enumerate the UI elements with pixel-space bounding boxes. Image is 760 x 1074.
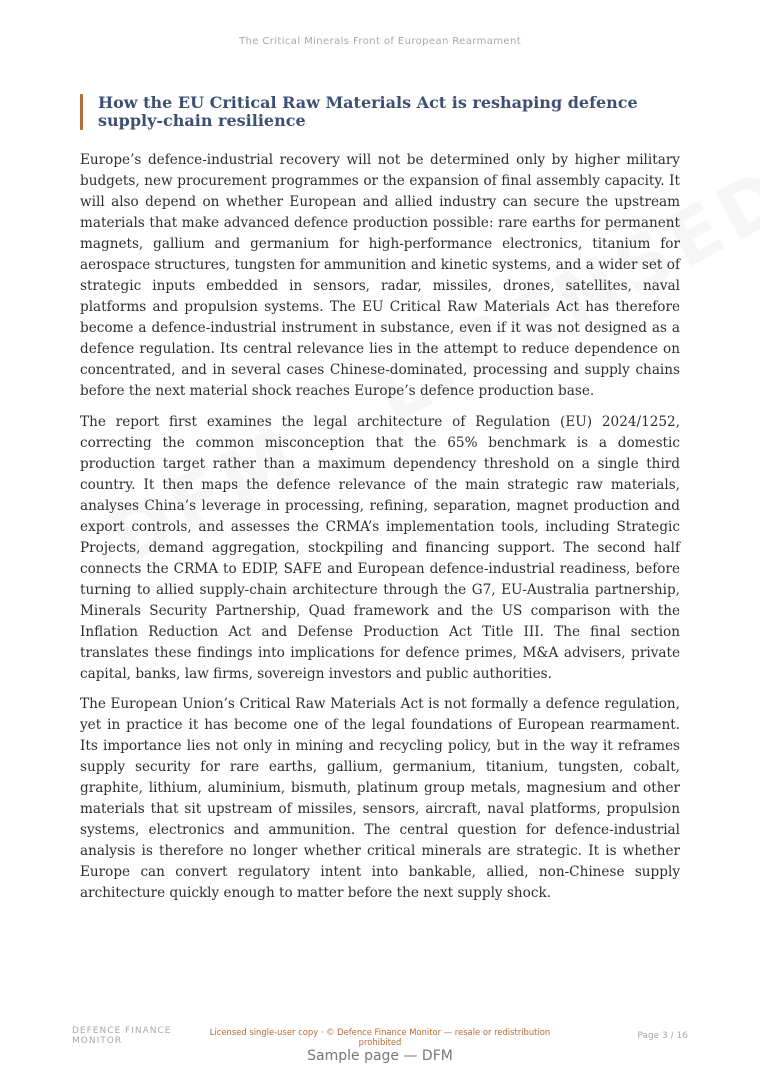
footer-brand-line: DEFENCE FINANCE [72,1026,172,1036]
paragraph: Europe’s defence-industrial recovery will not be determined only by higher military budgets, new procurement programmes or the expansion of final assembly capacity. It will also depend on whether European and allied industry can secure the upstream materials that make advanced defence production possible: rare earths for permanent magnets, gallium and germanium for high-performance electronics, titanium for aerospace structures, tungsten for ammunition and kinetic systems, and a wider set of strategic inputs embedded in sensors, radar, missiles, drones, satellites, naval platforms and propulsion systems. The EU Critical Raw Materials Act has therefore become a defence-industrial instrument in substance, even if it was not designed as a defence regulation. Its central relevance lies in the attempt to reduce dependence on concentrated, and in several cases Chinese-dominated, processing and supply chains before the next material shock reaches Europe’s defence production base. [80,152,680,399]
section-heading: How the EU Critical Raw Materials Act is reshaping defence supply-chain resilience [80,94,680,130]
page-number: Page 3 / 16 [637,1031,688,1041]
running-header-title: The Critical Minerals Front of European Rearmament [238,36,522,47]
sample-page-label: Sample page — DFM [307,1048,453,1064]
footer-brand-line: MONITOR [72,1036,123,1046]
license-notice: Licensed single-user copy · © Defence Finance Monitor — resale or redistribution prohibited [209,1027,551,1047]
footer-brand [72,1026,192,1046]
paragraph: The European Union’s Critical Raw Materials Act is not formally a defence regulation, yet in practice it has become one of the legal foundations of European rearmament. Its importance lies not only in mining and recycling policy, but in the way it reframes supply security for rare earths, gallium, germanium, titanium, tungsten, cobalt, graphite, lithium, aluminium, bismuth, platinum group metals, magnesium and other materials that sit upstream of missiles, sensors, aircraft, naval platforms, propulsion systems, electronics and ammunition. The central question for defence-industrial analysis is therefore no longer whether critical minerals are strategic. It is whether Europe can convert regulatory intent into bankable, allied, non-Chinese supply architecture quickly enough to matter before the next supply shock. [80,696,680,901]
paragraph: The report first examines the legal architecture of Regulation (EU) 2024/1252, correcting the common misconception that the 65% benchmark is a domestic production target rather than a maximum dependency threshold on a single third country. It then maps the defence relevance of the main strategic raw materials, analyses China’s leverage in processing, refining, separation, magnet production and export controls, and assesses the CRMA’s implementation tools, including Strategic Projects, demand aggregation, stockpiling and financing support. The second half connects the CRMA to EDIP, SAFE and European defence-industrial readiness, before turning to allied supply-chain architecture through the G7, EU-Australia partnership, Minerals Security Partnership, Quad framework and the US comparison with the Inflation Reduction Act and Defense Production Act Title III. The final section translates these findings into implications for defence primes, M&A advisers, private capital, banks, law firms, sovereign investors and public authorities. [80,413,680,682]
body-text [80,150,680,914]
